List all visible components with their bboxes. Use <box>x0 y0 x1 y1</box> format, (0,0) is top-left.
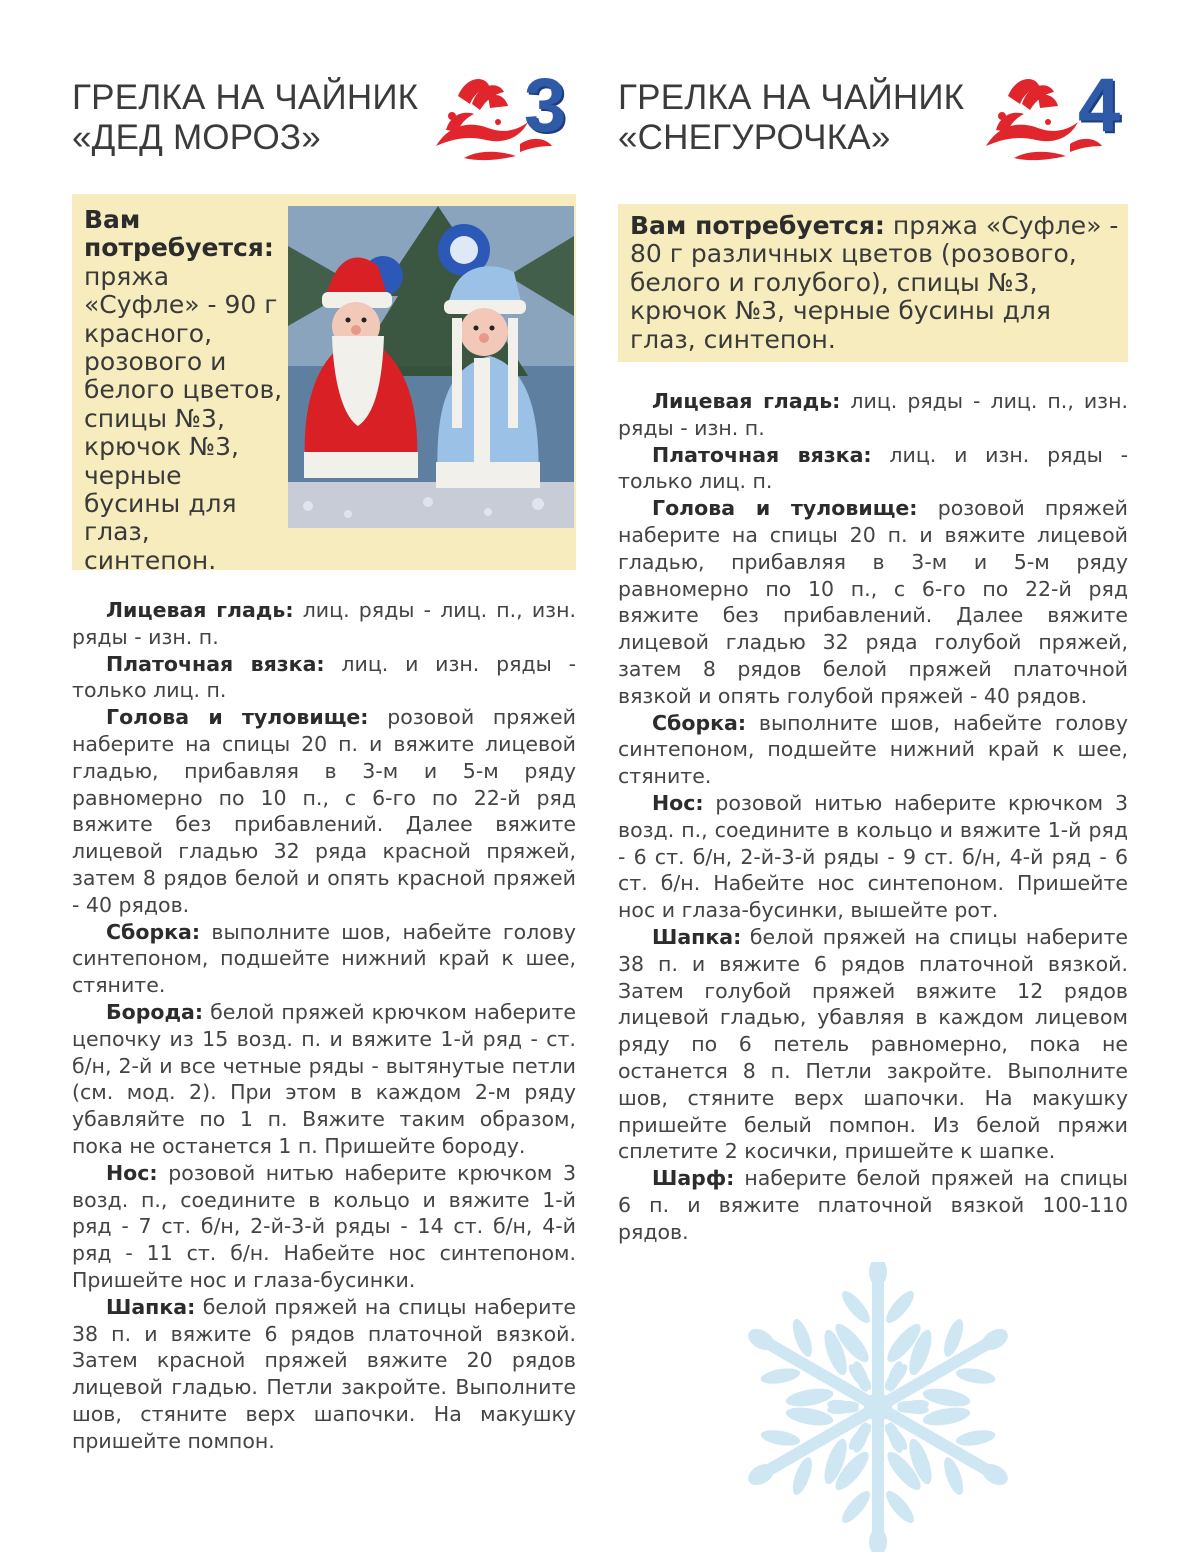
paragraph-text: выполните шов, набейте голову синтепоном, подшейте нижний край к шее, стяните. <box>72 919 576 998</box>
instruction-paragraph <box>618 495 1128 709</box>
instruction-paragraph <box>72 1294 576 1455</box>
materials-label: Вам потребуется: <box>630 211 885 240</box>
recipe-title-line2: «ДЕД МОРОЗ» <box>72 118 321 157</box>
product-photo <box>288 206 574 528</box>
recipe-number: 3 <box>524 63 567 148</box>
instruction-paragraph <box>618 1165 1128 1245</box>
instruction-paragraph <box>618 924 1128 1165</box>
materials-box <box>618 204 1128 362</box>
paragraph-label: Шарф: <box>652 1166 735 1191</box>
paragraph-text: лиц. ряды - лиц. п., изн. ряды - изн. п. <box>618 389 1129 440</box>
paragraph-label: Лицевая гладь: <box>652 389 841 413</box>
instruction-paragraph <box>72 1160 576 1294</box>
paragraph-label: Голова и туловище: <box>652 496 918 521</box>
paragraph-text: белой пряжей на спицы наберите 38 п. и вяжите 6 рядов платочной вязкой. Затем красной пряжей вяжите 20 рядов лицевой гладью. Петли закройте. Выполните шов, стяните верх шапочки. На макушку пришейте помпон. <box>72 1294 576 1453</box>
paragraph-text: лиц. и изн. ряды - только лиц. п. <box>72 651 576 703</box>
materials-list: пряжа «Суфле» - 90 г красного, розового и белого цветов, спицы №3, крючок №3, черные бусины для глаз, синтепон. <box>84 261 283 575</box>
instructions <box>72 597 576 1455</box>
paragraph-label: Голова и туловище: <box>106 705 369 730</box>
paragraph-text: розовой пряжей наберите на спицы 20 п. и вяжите лицевой гладью, прибавляя в 3-м и 5-м ряду равномерно по 10 п., с 6-го по 22-й ряд вяжите без прибавлений. Далее вяжите лицевой гладью 32 ряда красной пряжей, затем 8 рядов белой и опять красной пряжей - 40 рядов. <box>72 705 576 917</box>
paragraph-text: лиц. и изн. ряды - только лиц. п. <box>618 442 1128 494</box>
paragraph-label: Платочная вязка: <box>106 651 325 676</box>
paragraph-label: Лицевая гладь: <box>106 598 294 622</box>
butterfly-ornament-icon <box>428 63 576 162</box>
materials-text <box>84 206 284 575</box>
recipe-number: 4 <box>1078 63 1121 148</box>
paragraph-label: Шапка: <box>652 924 742 949</box>
paragraph-label: Нос: <box>106 1160 158 1185</box>
materials-list: пряжа «Суфле» - 80 г различных цветов (розового, белого и голубого), спицы №3, крючок №3, черные бусины для глаз, синтепон. <box>630 211 1119 354</box>
paragraph-text: лиц. ряды - лиц. п., изн. ряды - изн. п. <box>72 598 576 649</box>
instruction-paragraph <box>72 999 576 1160</box>
instruction-paragraph <box>618 388 1128 442</box>
instruction-paragraph <box>618 710 1128 790</box>
instruction-paragraph <box>72 919 576 999</box>
butterfly-ornament-icon <box>978 63 1126 162</box>
paragraph-label: Борода: <box>106 999 204 1024</box>
paragraph-text: розовой пряжей наберите на спицы 20 п. и вяжите лицевой гладью, прибавляя в 3-м и 5-м ряду равномерно по 10 п., с 6-го по 22-й ряд вяжите без прибавлений. Далее вяжите лицевой гладью 32 ряда голубой пряжей, затем 8 рядов белой пряжей платочной вязкой и опять голубой пряжей - 40 рядов. <box>618 496 1128 708</box>
recipe-title-line1: ГРЕЛКА НА ЧАЙНИК <box>72 78 419 117</box>
paragraph-text: наберите белой пряжей на спицы 6 п. и вяжите платочной вязкой 100-110 рядов. <box>618 1166 1128 1244</box>
paragraph-text: розовой нитью наберите крючком 3 возд. п., соедините в кольцо и вяжите 1-й ряд - 7 ст. б/н, 2-й-3-й ряды - 14 ст. б/н, 4-й ряд - 11 ст. б/н. Набейте нос синтепоном. Пришейте нос и глаза-бусинки. <box>72 1160 576 1292</box>
instruction-paragraph <box>618 790 1128 924</box>
paragraph-label: Нос: <box>652 790 704 815</box>
instruction-paragraph <box>72 597 576 651</box>
paragraph-text: выполните шов, набейте голову синтепоном, подшейте нижний край к шее, стяните. <box>618 710 1128 789</box>
paragraph-label: Сборка: <box>106 919 201 944</box>
paragraph-text: розовой нитью наберите крючком 3 возд. п., соедините в кольцо и вяжите 1-й ряд - 6 ст. б/н, 2-й-3-й ряды - 9 ст. б/н, 4-й ряд - 6 ст. б/н. Набейте нос синтепоном. Пришейте нос и глаза-бусинки, вышейте рот. <box>618 790 1128 923</box>
recipe-title-line1: ГРЕЛКА НА ЧАЙНИК <box>618 78 965 117</box>
recipe-title-line2: «СНЕГУРОЧКА» <box>618 118 891 157</box>
materials-text <box>630 212 1122 354</box>
instructions <box>618 388 1128 1246</box>
paragraph-label: Платочная вязка: <box>652 442 872 467</box>
paragraph-label: Шапка: <box>106 1294 196 1319</box>
snowflake-icon <box>728 1262 1028 1552</box>
paragraph-text: белой пряжей на спицы наберите 38 п. и вяжите 6 рядов платочной вязкой. Затем голубой пряжей вяжите 12 рядов лицевой гладью, убавляя в каждом лицевом ряду по 6 петель равномерно, пока не останется 8 п. Петли закройте. Выполните шов, стяните верх шапочки. На макушку пришейте белый помпон. Из белой пряжи сплетите 2 косички, пришейте к шапке. <box>618 924 1128 1164</box>
materials-box <box>72 194 576 575</box>
instruction-paragraph <box>72 651 576 705</box>
paragraph-text: белой пряжей крючком наберите цепочку из 15 возд. п. и вяжите 1-й ряд - ст. б/н, 2-й и все четные ряды - вытянутые петли (см. мод. 2). При этом в каждом 2-м ряду убавляйте по 1 п. Вяжите таким образом, пока не останется 1 п. Пришейте бороду. <box>72 999 576 1158</box>
paragraph-label: Сборка: <box>652 710 747 735</box>
recipe-title <box>618 78 964 158</box>
materials-label: Вам потребуется: <box>84 205 274 263</box>
recipe-title <box>72 78 418 158</box>
instruction-paragraph <box>618 442 1128 496</box>
instruction-paragraph <box>72 704 576 918</box>
